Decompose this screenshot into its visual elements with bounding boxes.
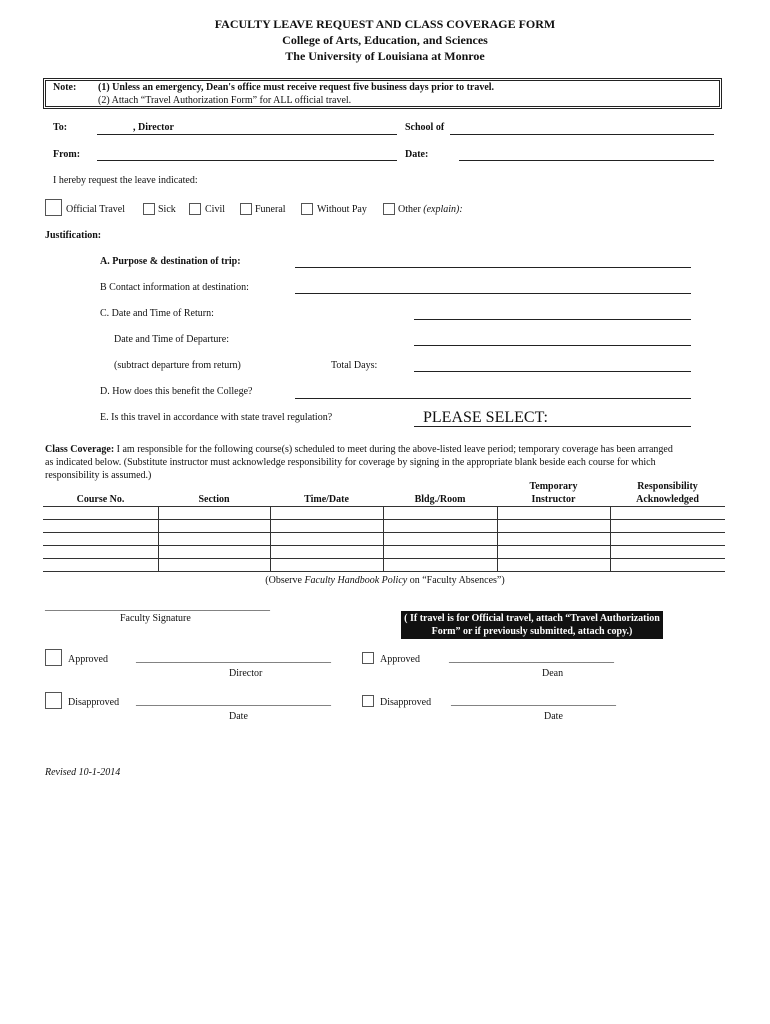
table-cell[interactable] [383,559,497,572]
faculty-signature-label: Faculty Signature [120,613,191,624]
table-cell[interactable] [270,546,383,559]
table-cell[interactable] [610,546,725,559]
class-coverage-line-2: as indicated below. (Substitute instructor must acknowledge responsibility for coverage by signing in the appropriate blank beside each course for which [45,457,656,468]
class-coverage-line-3: responsibility is assumed.) [45,470,152,481]
table-cell[interactable] [43,520,158,533]
header-section: Section [198,494,230,505]
director-disapproved-label: Disapproved [68,697,120,708]
from-label: From: [53,149,81,160]
official-travel-label: Official Travel [66,204,125,215]
table-cell[interactable] [383,507,497,520]
director-approved-label: Approved [68,654,108,665]
table-cell[interactable] [158,507,270,520]
table-cell[interactable] [383,533,497,546]
funeral-label: Funeral [255,204,286,215]
other-label [398,204,463,215]
table-cell[interactable] [383,520,497,533]
date-label: Date: [405,149,429,160]
table-cell[interactable] [158,520,270,533]
table-row [43,559,725,572]
class-coverage-text-1: I am responsible for the following course(s) scheduled to meet during the above-listed leave period; temporary coverage has been arranged [114,444,673,455]
header-bldg-room: Bldg./Room [414,494,466,505]
dean-disapproved-label: Disapproved [380,697,432,708]
table-cell[interactable] [497,533,610,546]
please-select-dropdown[interactable]: PLEASE SELECT: [423,409,548,426]
class-coverage-line-1 [45,444,673,455]
funeral-checkbox[interactable] [240,203,252,215]
civil-label: Civil [205,204,226,215]
header-instructor: Instructor [531,494,576,505]
table-cell[interactable] [270,533,383,546]
official-note-line-1: ( If travel is for Official travel, attach “Travel Authorization [404,613,660,624]
table-row [43,520,725,533]
purpose-field[interactable] [295,267,691,268]
contact-field[interactable] [295,293,691,294]
dean-date-blank[interactable]: _________________________________ [451,696,616,707]
header-course-no: Course No. [76,494,125,505]
policy-note [0,575,770,586]
contact-label: B Contact information at destination: [100,282,249,293]
note-label: Note: [53,82,77,93]
table-cell[interactable] [610,507,725,520]
return-field[interactable] [414,319,691,320]
director-label: Director [229,668,263,679]
civil-checkbox[interactable] [189,203,201,215]
table-cell[interactable] [610,533,725,546]
benefit-field[interactable] [295,398,691,399]
to-label: To: [53,122,68,133]
table-cell[interactable] [497,559,610,572]
departure-field[interactable] [414,345,691,346]
director-disapproved-checkbox[interactable] [45,692,62,709]
table-cell[interactable] [497,507,610,520]
dean-label: Dean [542,668,564,679]
sick-label: Sick [158,204,176,215]
table-cell[interactable] [270,520,383,533]
note-line-1: (1) Unless an emergency, Dean's office must receive request five business days prior to travel. [98,82,495,93]
to-director-field[interactable] [97,134,397,135]
without-pay-label: Without Pay [317,204,367,215]
coverage-table [43,506,725,572]
header-temporary: Temporary [529,481,578,492]
table-cell[interactable] [43,546,158,559]
justification-label: Justification: [45,230,102,241]
table-cell[interactable] [158,533,270,546]
date-field[interactable] [459,160,714,161]
school-field[interactable] [450,134,714,135]
regulation-field[interactable] [414,426,691,427]
table-row [43,546,725,559]
other-text: Other [398,204,424,215]
director-approved-checkbox[interactable] [45,649,62,666]
departure-label: Date and Time of Departure: [114,334,229,345]
table-cell[interactable] [610,520,725,533]
dean-approved-checkbox[interactable] [362,652,374,664]
table-cell[interactable] [383,546,497,559]
college-name: College of Arts, Education, and Sciences [282,33,488,47]
official-note-line-2: Form” or if previously submitted, attach copy.) [431,626,633,637]
director-date-label: Date [229,711,248,722]
header-time-date: Time/Date [304,494,349,505]
return-label: C. Date and Time of Return: [100,308,214,319]
sick-checkbox[interactable] [143,203,155,215]
table-cell[interactable] [270,559,383,572]
dean-signature-blank[interactable]: _________________________________ [449,653,614,664]
note-line-2: (2) Attach “Travel Authorization Form” for ALL official travel. [98,95,352,106]
other-checkbox[interactable] [383,203,395,215]
request-text: I hereby request the leave indicated: [53,175,198,186]
regulation-label: E. Is this travel in accordance with state travel regulation? [100,412,333,423]
table-cell[interactable] [497,546,610,559]
table-row [43,507,725,520]
form-title: FACULTY LEAVE REQUEST AND CLASS COVERAGE FORM [214,17,556,31]
benefit-label: D. How does this benefit the College? [100,386,253,397]
director-date-blank[interactable]: _______________________________________ [136,696,331,707]
director-signature-blank[interactable]: _______________________________________ [136,653,331,664]
table-cell[interactable] [497,520,610,533]
official-travel-note [401,611,663,639]
purpose-label: A. Purpose & destination of trip: [100,256,241,267]
table-cell[interactable] [43,507,158,520]
from-field[interactable] [97,160,397,161]
dean-date-label: Date [544,711,563,722]
total-days-field[interactable] [414,371,691,372]
table-cell[interactable] [158,546,270,559]
table-cell[interactable] [43,533,158,546]
dean-approved-label: Approved [380,654,420,665]
table-cell[interactable] [610,559,725,572]
policy-italic: Faculty Handbook Policy [304,575,408,586]
faculty-signature-blank[interactable]: _____________________________________________ [45,601,270,612]
without-pay-checkbox[interactable] [301,203,313,215]
header-acknowledged: Acknowledged [636,494,699,505]
policy-after: on “Faculty Absences”) [407,575,505,586]
dean-disapproved-checkbox[interactable] [362,695,374,707]
total-days-label: Total Days: [331,360,378,371]
table-cell[interactable] [158,559,270,572]
official-travel-checkbox[interactable] [45,199,62,216]
school-label: School of [405,122,445,133]
policy-before: (Observe [265,575,305,586]
table-cell[interactable] [43,559,158,572]
subtract-note: (subtract departure from return) [114,360,241,371]
other-explain: (explain): [423,204,463,215]
university-name: The University of Louisiana at Monroe [285,49,485,63]
table-cell[interactable] [270,507,383,520]
revised-date: Revised 10-1-2014 [45,767,121,778]
table-row [43,533,725,546]
class-coverage-label: Class Coverage: [45,444,115,455]
header-responsibility: Responsibility [637,481,698,492]
director-suffix: , Director [133,122,174,133]
